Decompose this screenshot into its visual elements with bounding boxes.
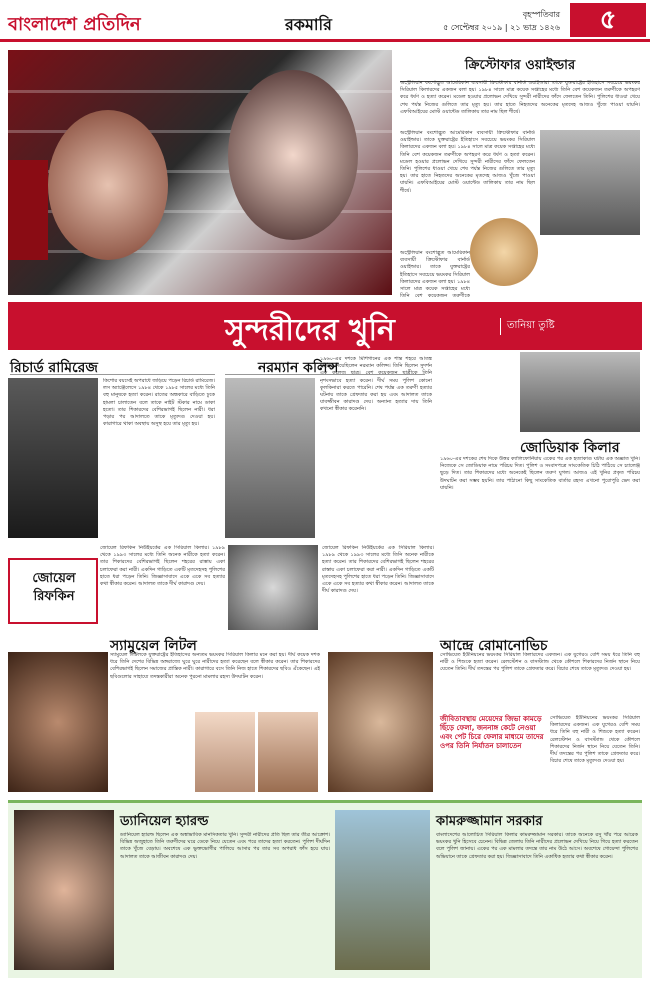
page-number: ৫: [570, 3, 646, 37]
little-sketch-portrait: [258, 712, 318, 792]
woman-face-left: [48, 110, 168, 260]
rifkin-first-name: জোয়েল: [32, 571, 76, 586]
kamruzzaman-photo: [335, 810, 430, 970]
zodiac-text: ১৯৬০-এর দশকের শেষ দিকে উত্তর ক্যালিফোর্নিয়ায় একের পর এক হত্যাকাণ্ড ঘটায় এক অজ্ঞাত খুনি। নিজেকে সে জোডিয়াক নামে পরিচয় দিত। পুলিশ ও সংবাদপত্রে সাংকেতিক চিঠি পাঠিয়ে সে চ্যালেঞ্জ ছুড়ে দিত। তার শিকারদের মধ্যে অনেকেই ছিলেন তরুণ যুগল। আজও এই খুনির প্রকৃত পরিচয় উদঘাটন করা সম্ভব হয়নি। তার পাঠানো কিছু সাংকেতিক বার্তার রহস্য এখনো পুরোপুরি ভেদ করা যায়নি।: [440, 456, 640, 491]
kamruzzaman-text: বাংলাদেশের আলোচিত সিরিয়াল কিলার কামরুজ্জামান সরকার। তাকে অনেকে রসু খাঁর পরে আরেক ভয়ংকর খুনি হিসেবে চেনেন। বিভিন্ন জেলায় তিনি নারীদের প্রলোভন দেখিয়ে নিয়ে গিয়ে হত্যা করতেন বলে পুলিশ জানায়। একের পর এক মামলার তদন্তে তার নাম উঠে আসে। অবশেষে গোয়েন্দা পুলিশের অভিযানে তাকে গ্রেফতার করা হয়। জিজ্ঞাসাবাদে তিনি একাধিক হত্যার কথা স্বীকার করেন।: [436, 832, 638, 860]
knife-hand-icon: [8, 160, 48, 260]
hero-illustration: [8, 50, 392, 295]
kamruzzaman-title: কামরুজ্জামান সরকার: [436, 814, 543, 829]
romanovic-text-col: সোভিয়েত ইউনিয়নের ভয়ংকর সিরিয়াল কিলারদের একজন। এক যুগেরও বেশি সময় ধরে তিনি বহু নারী ও শিশুকে হত্যা করেন। রেলস্টেশন ও বাসস্ট্যান্ড থেকে কৌশলে শিকারদের নির্জন স্থানে নিয়ে যেতেন তিনি। দীর্ঘ তদন্তের পর পুলিশ তাকে গ্রেফতার করে। বিচার শেষে তাকে মৃত্যুদণ্ড দেওয়া হয়।: [550, 715, 640, 765]
ramirez-text: কিশোর বয়সেই অপরাধে জড়িয়ে পড়েন রিচার্ড রামিরেজ। লস অ্যাঞ্জেলেসে ১৯৮৪ থেকে ১৯৮৫ সালের মধ্যে তিনি বহু মানুষকে হত্যা করেন। রাতের অন্ধকারে বাড়িতে ঢুকে হামলা চালাতেন বলে তাকে নাইট স্টকার নামে ডাকা হতো। তার শিকারদের বেশিরভাগই ছিলেন নারী। ধরা পড়ার পর আদালতে তাকে মৃত্যুদণ্ড দেওয়া হয়। কারাগারে থাকা অবস্থায় অসুস্থ হয়ে তার মৃত্যু হয়।: [103, 378, 215, 428]
wilder-photo: [540, 130, 640, 235]
wilder-text-top: অস্ট্রেলিয়ান বংশোদ্ভূত আমেরিকান ব্যবসায়ী ক্রিস্টোফার বার্নার্ড ওয়াইল্ডার। তাকে যুক্তরাষ্ট্রের ইতিহাসে সবচেয়ে ভয়ংকর সিরিয়াল কিলারদের একজন বলা হয়। ১৯৮৪ সালে মাত্র কয়েক সপ্তাহের মধ্যে তিনি বেশ কয়েকজন তরুণীকে অপহরণ করে ধর্ষণ ও হত্যা করেন। মডেল হওয়ার প্রলোভন দেখিয়ে সুন্দরী নারীদের ফাঁদে ফেলতেন তিনি। পুলিশের ধাওয়া খেয়ে শেষ পর্যন্ত নিজের গুলিতে তার মৃত্যু হয়। তার হাতে নিহতদের অনেকের মৃতদেহ আজও খুঁজে পাওয়া যায়নি। এফবিআইয়ের মোস্ট ওয়ান্টেড তালিকায় তার নাম ছিল শীর্ষে।: [400, 80, 640, 115]
main-headline: সুন্দরীদের খুনি: [225, 313, 395, 348]
little-photo: [8, 652, 108, 792]
rifkin-last-name: রিফকিন: [33, 589, 75, 604]
wilder-text-col: অস্ট্রেলিয়ান বংশোদ্ভূত আমেরিকান ব্যবসায়ী ক্রিস্টোফার বার্নার্ড ওয়াইল্ডার। তাকে যুক্তরাষ্ট্রের ইতিহাসে সবচেয়ে ভয়ংকর সিরিয়াল কিলারদের একজন বলা হয়। ১৯৮৪ সালে মাত্র কয়েক সপ্তাহের মধ্যে তিনি বেশ কয়েকজন তরুণীকে অপহরণ করে ধর্ষণ ও হত্যা করেন। মডেল হওয়ার প্রলোভন দেখিয়ে সুন্দরী নারীদের ফাঁদে ফেলতেন তিনি। পুলিশের ধাওয়া খেয়ে শেষ পর্যন্ত নিজের গুলিতে তার মৃত্যু হয়। তার হাতে নিহতদের অনেকের মৃতদেহ আজও খুঁজে পাওয়া যায়নি। এফবিআইয়ের মোস্ট ওয়ান্টেড তালিকায় তার নাম ছিল শীর্ষে।: [400, 130, 535, 194]
zodiac-photo: [520, 352, 640, 432]
byline: তানিয়া তুষ্টি: [500, 318, 555, 335]
collins-photo: [225, 378, 315, 538]
woman-face-right: [228, 70, 358, 240]
rifkin-text-right: জোয়েল রিফকিন নিউইয়র্কের এক সিরিয়াল কিলার। ১৯৮৯ থেকে ১৯৯৩ সালের মধ্যে তিনি অনেক নারীকে হত্যা করেন। তার শিকারদের বেশিরভাগই ছিলেন শহরের রাস্তায় একা চলাফেরা করা নারী। একদিন গাড়িতে একটি মৃতদেহসহ পুলিশের হাতে ধরা পড়েন তিনি। জিজ্ঞাসাবাদে একে একে সব হত্যার কথা স্বীকার করেন। আদালত তাকে দীর্ঘ কারাদণ্ড দেয়।: [322, 545, 434, 595]
harvey-text: ড্যানিয়েল হ্যারল্ড ছিলেন এক অস্বাভাবিক মানসিকতার খুনি। সুন্দরী নারীদের প্রতি ছিল তার তীব্র আক্রোশ। বিভিন্ন অজুহাতে তিনি তরুণীদের ঘরে ডেকে নিয়ে যেতেন এবং পরে তাদের হত্যা করতেন। পুলিশ দীর্ঘদিন তাকে খুঁজে বেড়ায়। অবশেষে এক ভুক্তভোগীর পালিয়ে আসার পর তার সব অপরাধ ফাঁস হয়ে যায়। আদালত তাকে আজীবন কারাদণ্ড দেয়।: [120, 832, 330, 860]
romanovic-pull-quote: জীবিতাবস্থায় মেয়েদের জিভা কামড়ে ছিঁড়ে ফেলা, জননাঙ্গ কেটে নেওয়া এবং পেট চিরে ফেলার মাধ্যমে তাদের ওপর তিনি নির্যাতন চালাতেন: [440, 715, 544, 750]
date: ৫ সেপ্টেম্বর ২০১৯ | ২১ ভাদ্র ১৪২৬: [443, 23, 560, 32]
collins-text: ১৯৬০-এর দশকে মিশিগানের এক শান্ত শহরে আতঙ্ক ছড়িয়ে দিয়েছিলেন নরম্যান কলিন্স। তিনি ছিলেন সুদর্শন এক কলেজ ছাত্র। বেশ কয়েকজন ছাত্রীকে তিনি নৃশংসভাবে হত্যা করেন। দীর্ঘ সময় পুলিশ কোনো কূলকিনারা করতে পারেনি। শেষ পর্যন্ত এক তরুণী হত্যার ঘটনায় তাকে গ্রেফতার করা হয় এবং আদালত তাকে যাবজ্জীবন কারাদণ্ড দেয়। অন্যান্য হত্যার দায় তিনি কখনো স্বীকার করেননি।: [320, 356, 432, 413]
little-sketch-portrait: [195, 712, 255, 792]
romanovic-text: সোভিয়েত ইউনিয়নের ভয়ংকর সিরিয়াল কিলারদের একজন। এক যুগেরও বেশি সময় ধরে তিনি বহু নারী ও শিশুকে হত্যা করেন। রেলস্টেশন ও বাসস্ট্যান্ড থেকে কৌশলে শিকারদের নির্জন স্থানে নিয়ে যেতেন তিনি। দীর্ঘ তদন্তের পর পুলিশ তাকে গ্রেফতার করে। বিচার শেষে তাকে মৃত্যুদণ্ড দেওয়া হয়।: [440, 652, 640, 673]
ramirez-title: রিচার্ড রামিরেজ: [10, 360, 98, 376]
collins-title: নরম্যান কলিন্স: [258, 360, 339, 376]
romanovic-photo: [328, 652, 433, 792]
rifkin-photo: [228, 545, 318, 630]
zodiac-title: জোডিয়াক কিলার: [520, 440, 620, 456]
harvey-title: ড্যানিয়েল হ্যারল্ড: [120, 814, 209, 829]
rifkin-text-left: জোয়েল রিফকিন নিউইয়র্কের এক সিরিয়াল কিলার। ১৯৮৯ থেকে ১৯৯৩ সালের মধ্যে তিনি অনেক নারীকে হত্যা করেন। তার শিকারদের বেশিরভাগই ছিলেন শহরের রাস্তায় একা চলাফেরা করা নারী। একদিন গাড়িতে একটি মৃতদেহসহ পুলিশের হাতে ধরা পড়েন তিনি। জিজ্ঞাসাবাদে একে একে সব হত্যার কথা স্বীকার করেন। আদালত তাকে দীর্ঘ কারাদণ্ড দেয়।: [100, 545, 225, 588]
victim-portrait: [470, 218, 538, 286]
romanovic-title: আন্দ্রে রোমানোভিচ: [440, 638, 548, 654]
rifkin-title: [14, 570, 94, 606]
little-text: স্যামুয়েল লিটলকে যুক্তরাষ্ট্রের ইতিহাসের অন্যতম ভয়ংকর সিরিয়াল কিলার মনে করা হয়। দীর্ঘ কয়েক দশক ধরে তিনি দেশের বিভিন্ন অঙ্গরাজ্যে ঘুরে ঘুরে নারীদের হত্যা করেছেন বলে স্বীকার করেন। তার শিকারদের বেশিরভাগই ছিলেন সমাজের প্রান্তিক নারী। কারাগারে বসে তিনি নিজ হাতে শিকারদের ছবিও এঁকেছেন। এই ছবিগুলোর সাহায্যে তদন্তকারীরা অনেক পুরনো মামলার রহস্য উদঘাটন করেন।: [110, 652, 320, 680]
divider: [10, 374, 215, 375]
section-title: রকমারি: [285, 15, 332, 34]
weekday: বৃহস্পতিবার: [522, 10, 560, 19]
wilder-text-bottom: অস্ট্রেলিয়ান বংশোদ্ভূত আমেরিকান ব্যবসায়ী ক্রিস্টোফার বার্নার্ড ওয়াইল্ডার। তাকে যুক্তরাষ্ট্রের ইতিহাসে সবচেয়ে ভয়ংকর সিরিয়াল কিলারদের একজন বলা হয়। ১৯৮৪ সালে মাত্র কয়েক সপ্তাহের মধ্যে তিনি বেশ কয়েকজন তরুণীকে: [400, 250, 470, 298]
harvey-photo: [14, 810, 114, 970]
newspaper-logo[interactable]: বাংলাদেশ প্রতিদিন: [8, 14, 141, 35]
dateline: [430, 8, 560, 34]
little-title: স্যামুয়েল লিটল: [110, 638, 197, 654]
wilder-title: ক্রিস্টোফার ওয়াইল্ডার: [400, 56, 640, 82]
ramirez-photo: [8, 378, 98, 538]
